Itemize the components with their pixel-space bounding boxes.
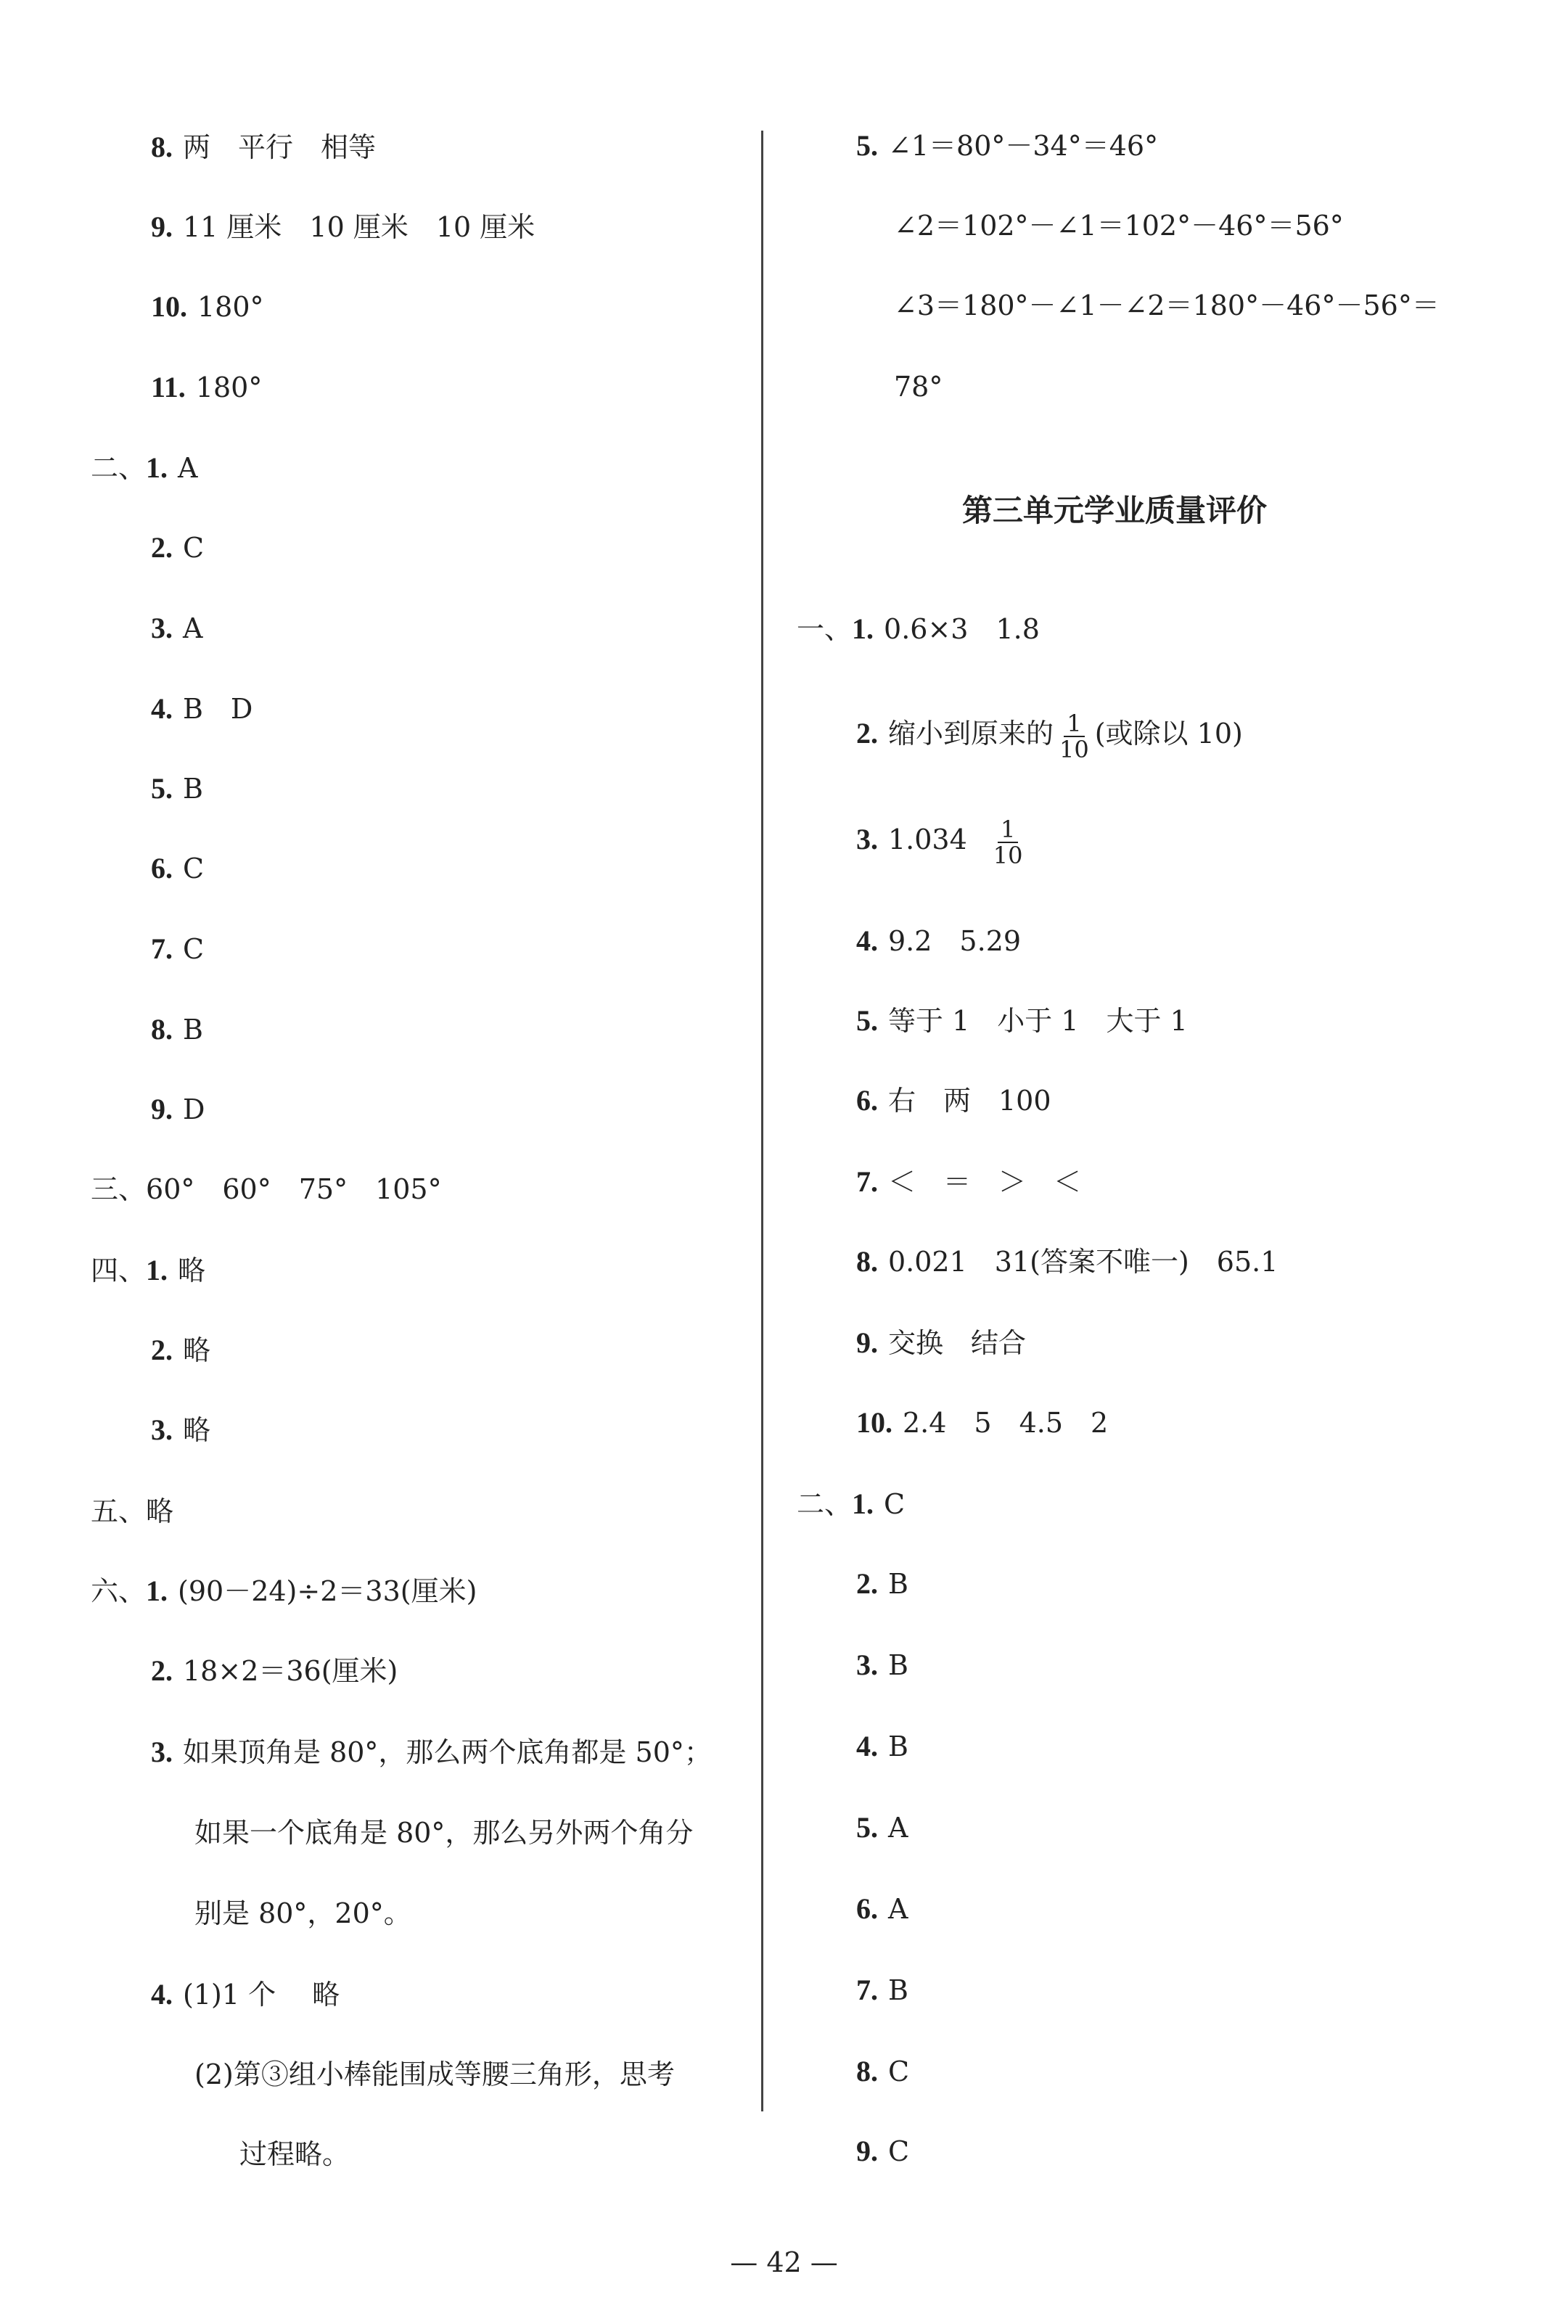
answer-text: C [888,2135,910,2167]
section-marker: 一、 [797,613,853,645]
item-number: 4. [856,1730,878,1762]
answer-line [91,1573,477,1609]
item-number: 5. [856,129,878,162]
answer-text: B [183,1014,203,1046]
answer-text: 等于 1 小于 1 大于 1 [888,1005,1188,1037]
answer-text: 过程略。 [239,2138,350,2170]
answer-text: 2.4 5 4.5 2 [903,1407,1109,1439]
answer-line [151,1653,398,1689]
answer-text: 如果顶角是 80°，那么两个底角都是 50°； [183,1736,712,1768]
answer-line [151,691,253,727]
section-marker: 五、 [91,1495,147,1527]
item-number: 8. [856,2055,878,2087]
answer-line [856,708,1243,763]
answer-text: (或除以 10) [1094,718,1243,750]
item-number: 6. [856,1892,878,1925]
answer-text: B [888,1974,908,2006]
item-number: 1. [146,1254,168,1286]
answer-line [856,1083,1051,1119]
answer-text: (90－24)÷2＝33(厘米) [178,1575,477,1607]
item-number: 8. [151,131,173,163]
answer-line [894,208,1344,244]
answer-text: 1.034 [888,824,967,855]
fraction-denominator: 10 [993,841,1023,869]
fraction-denominator: 10 [1059,735,1089,763]
answer-text: 180° [197,291,264,323]
item-number: 11. [151,371,186,403]
answer-text: (2)第③组小棒能围成等腰三角形，思考 [194,2058,675,2090]
answer-line [856,1728,908,1765]
answer-line [151,931,204,967]
answer-line [151,610,202,646]
item-number: 5. [151,772,173,805]
answer-line [151,289,264,325]
answer-text: B [888,1568,908,1600]
answer-line [856,1405,1108,1441]
answer-line [856,128,1158,164]
answer-text: 右 两 100 [888,1085,1051,1117]
item-number: 2. [856,717,878,750]
item-number: 5. [856,1004,878,1037]
answer-text: 0.021 31(答案不唯一) 65.1 [888,1246,1278,1278]
item-number: 3. [856,1648,878,1681]
answer-text: 两 平行 相等 [183,131,377,163]
section-marker: 三、 [91,1173,147,1205]
fraction [1056,711,1092,762]
item-number: 2. [151,531,173,564]
item-number: 3. [151,612,173,644]
answer-text: D [183,1093,205,1125]
fraction-numerator: 1 [1064,711,1084,737]
answer-text: 缩小到原来的 [888,718,1054,750]
item-number: 8. [856,1245,878,1278]
answer-text: 18×2＝36(厘米) [183,1655,398,1687]
item-number: 10. [856,1406,892,1439]
answer-text: 11 厘米 10 厘米 10 厘米 [183,211,535,243]
item-number: 1. [852,612,874,645]
answer-line [856,1647,908,1683]
answer-line [151,771,203,807]
section-heading: 第三单元学业质量评价 [962,493,1268,528]
answer-line [151,1412,210,1448]
item-number: 5. [856,1811,878,1844]
item-number: 3. [151,1736,173,1768]
section-marker: 四、 [91,1255,147,1286]
item-number: 10. [151,290,187,323]
answer-text: C [183,853,205,884]
answer-line [151,1332,210,1368]
answer-line [194,1815,693,1851]
answer-text: C [888,2056,910,2087]
item-number: 4. [856,924,878,957]
answer-text: 略 [178,1255,206,1286]
fraction-numerator: 1 [998,817,1018,843]
answer-text: 略 [183,1414,211,1446]
answer-line [856,814,1029,869]
item-number: 7. [151,932,173,965]
answer-text: (1)1 个 略 [183,1979,340,2011]
item-number: 4. [151,692,173,725]
answer-line [91,1171,442,1207]
answer-line [239,2136,350,2172]
item-number: 9. [151,210,173,243]
item-number: 1. [852,1487,874,1520]
answer-line [151,1976,340,2013]
answer-line [194,2056,675,2093]
answer-line [151,1091,205,1128]
answer-line [856,1325,1026,1361]
item-number: 7. [856,1165,878,1198]
answer-text: A [183,612,203,644]
item-number: 8. [151,1013,173,1046]
answer-text: A [888,1893,908,1925]
answer-line [151,209,535,245]
answer-line [151,530,204,566]
answer-text: B [888,1730,908,1762]
answer-line [856,2133,909,2169]
answer-text: 180° [195,371,263,403]
item-number: 7. [856,1974,878,2006]
answer-text: 略 [183,1334,211,1366]
answer-text: B D [183,693,253,725]
item-number: 9. [856,2135,878,2167]
answer-text: 9.2 5.29 [888,925,1022,957]
answer-line [856,1003,1188,1039]
answer-text: C [183,933,205,965]
answer-line [151,369,262,406]
section-marker: 二、 [91,452,147,484]
item-number: 2. [151,1334,173,1366]
answer-text: C [183,532,205,564]
answer-line [894,369,943,405]
answer-text: ∠2＝102°－∠1＝102°－46°＝56° [894,210,1344,242]
section-marker: 二、 [797,1488,853,1520]
answer-text: 如果一个底角是 80°，那么另外两个角分 [194,1817,694,1849]
answer-text: 60° 60° 75° 105° [146,1173,442,1205]
answer-line [194,1895,411,1931]
item-number: 1. [146,451,168,484]
item-number: 4. [151,1978,173,2011]
answer-text: 0.6×3 1.8 [884,613,1040,645]
item-number: 1. [146,1574,168,1607]
answer-text: ＜ ＝ ＞ ＜ [888,1166,1082,1198]
answer-line [151,850,204,887]
answer-line [856,1972,908,2008]
answer-line [797,611,1040,647]
answer-text: 78° [894,371,943,403]
fraction [990,817,1026,868]
page-number: — 42 — [730,2246,838,2278]
column-divider [761,131,763,2111]
item-number: 6. [151,852,173,884]
answer-text: ∠1＝80°－34°＝46° [888,130,1159,162]
item-number: 3. [151,1413,173,1446]
item-number: 9. [151,1093,173,1125]
item-number: 2. [151,1654,173,1687]
answer-line [151,129,376,165]
section-marker: 六、 [91,1575,147,1607]
item-number: 2. [856,1567,878,1600]
answer-line [91,450,197,486]
answer-line [91,1493,173,1530]
answer-line [151,1011,203,1048]
answer-line [856,2053,909,2090]
answer-line [797,1486,905,1522]
answer-line [856,1164,1081,1200]
answer-text: B [183,773,203,805]
answer-text: A [178,452,198,484]
answer-line [856,1244,1278,1280]
answer-text: B [888,1649,908,1681]
answer-line [856,1566,908,1602]
answer-text: A [888,1812,908,1844]
answer-text: C [884,1488,906,1520]
answer-line [91,1252,205,1289]
answer-text: 别是 80°，20°。 [194,1897,411,1929]
answer-text: 交换 结合 [888,1327,1027,1359]
item-number: 6. [856,1084,878,1117]
answer-text: 略 [146,1495,174,1527]
answer-line [151,1734,712,1770]
answer-line [894,287,1440,324]
answer-line [856,1810,908,1846]
answer-line [856,1891,908,1927]
item-number: 3. [856,823,878,855]
item-number: 9. [856,1326,878,1359]
answer-text: ∠3＝180°－∠1－∠2＝180°－46°－56°＝ [894,290,1440,321]
answer-line [856,923,1021,959]
